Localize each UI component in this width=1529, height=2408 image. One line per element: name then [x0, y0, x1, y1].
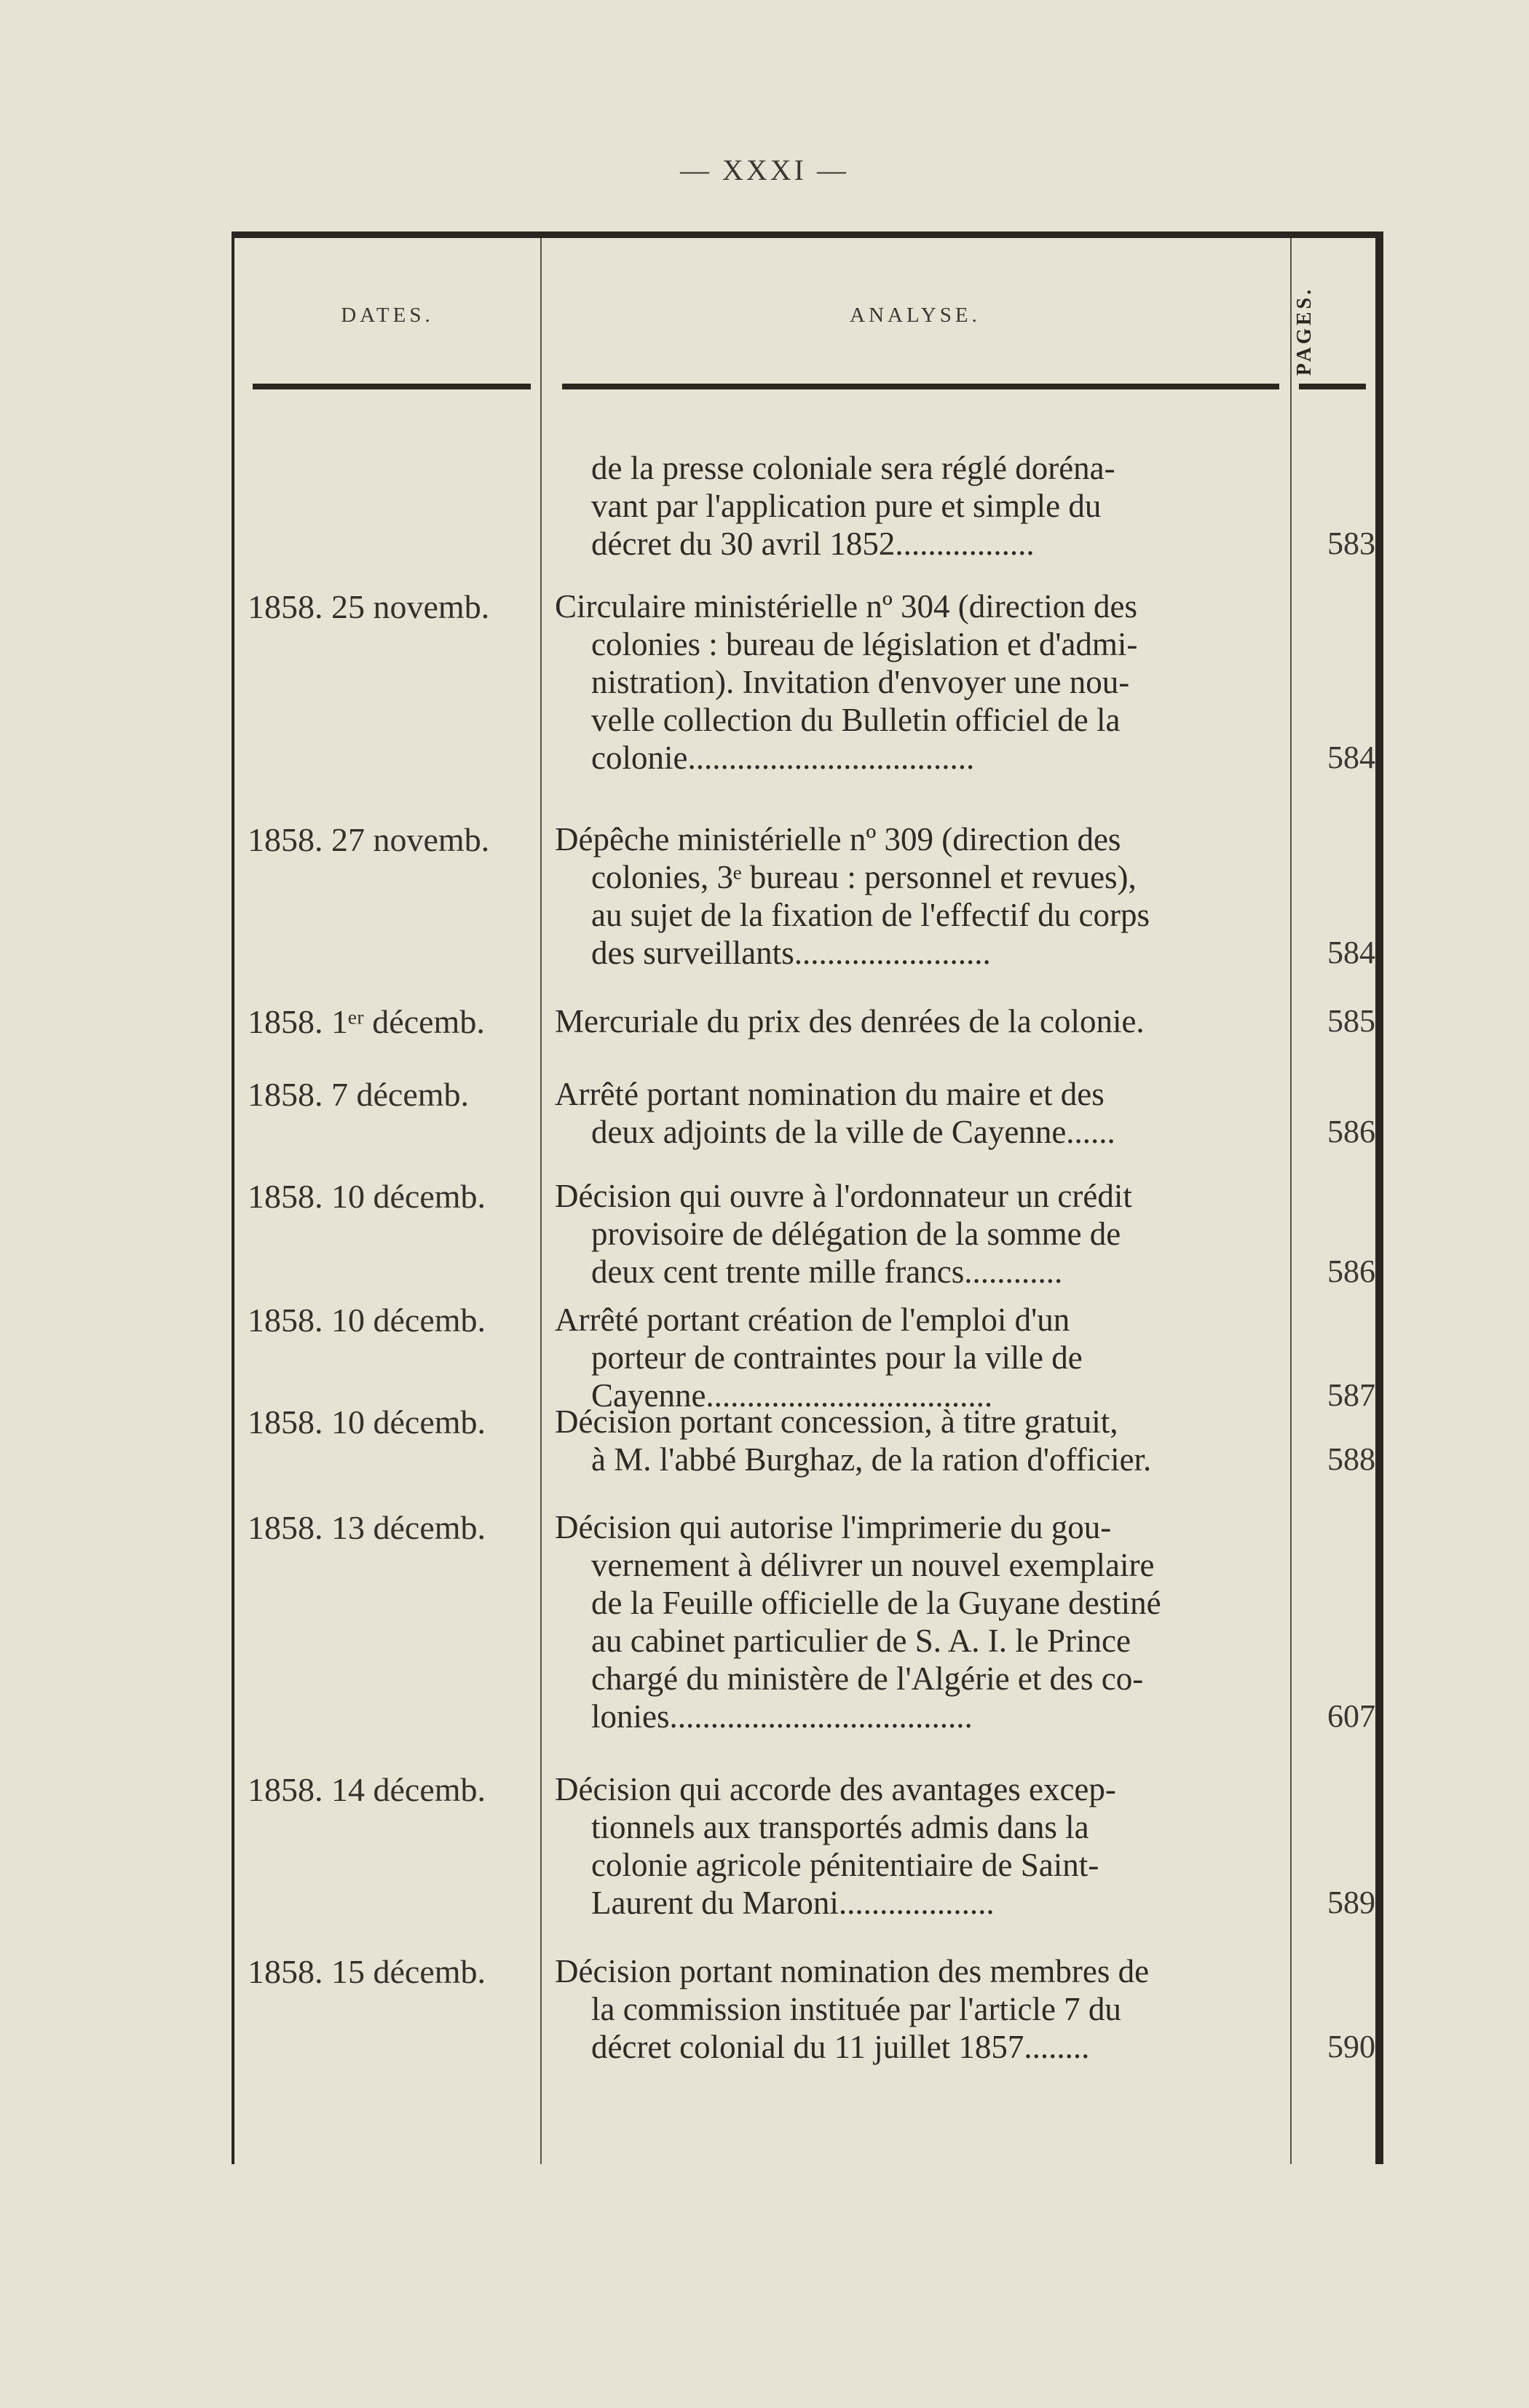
analysis-line: tionnels aux transportés admis dans la: [591, 1809, 1089, 1845]
analysis-line: colonie...................................: [591, 740, 975, 776]
header-rule-dates: [253, 384, 531, 389]
header-analyse: ANALYSE.: [850, 304, 981, 327]
entry-page: 584: [1327, 935, 1375, 970]
analysis-line: à M. l'abbé Burghaz, de la ration d'officier.: [591, 1441, 1152, 1478]
header-rule-analyse: [562, 384, 1279, 389]
analysis-line: Laurent du Maroni...................: [591, 1885, 995, 1921]
entry-page: 588: [1327, 1441, 1375, 1477]
analysis-line: vant par l'application pure et simple du: [591, 488, 1102, 524]
entry-date: 1858. 14 décemb.: [248, 1771, 486, 1808]
analysis-line: lonies.....................................: [591, 1698, 973, 1735]
analysis-line: Cayenne...................................: [591, 1377, 993, 1414]
entry-date: 1858. 10 décemb.: [248, 1178, 486, 1215]
entry-date: 1858. 10 décemb.: [248, 1403, 486, 1441]
entry-page: 589: [1327, 1885, 1375, 1920]
analysis-line: chargé du ministère de l'Algérie et des co-: [591, 1660, 1144, 1697]
analysis-line: Décision qui autorise l'imprimerie du gou-: [555, 1509, 1112, 1545]
analysis-line: colonies : bureau de législation et d'admi-: [591, 626, 1138, 662]
header-dates: DATES.: [341, 304, 434, 327]
index-table: [232, 231, 1383, 2164]
entry-page: 607: [1327, 1698, 1375, 1734]
analysis-line: de la Feuille officielle de la Guyane destiné: [591, 1585, 1161, 1621]
entry-page: 587: [1327, 1377, 1375, 1413]
entry-date: 1858. 10 décemb.: [248, 1302, 486, 1339]
entry-date: 1858. 13 décemb.: [248, 1509, 486, 1546]
analysis-line: provisoire de délégation de la somme de: [591, 1216, 1121, 1252]
column-divider-dates: [540, 238, 542, 2164]
analysis-line: Arrêté portant nomination du maire et des: [555, 1076, 1105, 1112]
entry-date: 1858. 7 décemb.: [248, 1076, 470, 1113]
analysis-line: vernement à délivrer un nouvel exemplaire: [591, 1547, 1155, 1583]
entry-page: 586: [1327, 1114, 1375, 1149]
entry-page: 584: [1327, 740, 1375, 775]
analysis-line: décret colonial du 11 juillet 1857........: [591, 2029, 1090, 2065]
analysis-line: deux adjoints de la ville de Cayenne......: [591, 1114, 1115, 1150]
analysis-line: Décision portant concession, à titre gratuit,: [555, 1403, 1118, 1440]
analysis-line: Décision qui accorde des avantages excep-: [555, 1771, 1116, 1807]
analysis-line: colonie agricole pénitentiaire de Saint-: [591, 1847, 1099, 1883]
page-number: — XXXI —: [680, 154, 849, 186]
analysis-line: nistration). Invitation d'envoyer une nou-: [591, 664, 1130, 700]
analysis-line: colonies, 3ᵉ bureau : personnel et revues),: [591, 859, 1137, 895]
analysis-line: au sujet de la fixation de l'effectif du corps: [591, 897, 1150, 933]
entry-page: 590: [1327, 2029, 1375, 2064]
entry-page: 583: [1327, 526, 1375, 561]
entry-page: 586: [1327, 1253, 1375, 1289]
analysis-line: des surveillants........................: [591, 935, 991, 971]
analysis-line: décret du 30 avril 1852.................: [591, 526, 1035, 562]
analysis-line: Arrêté portant création de l'emploi d'un: [555, 1302, 1070, 1338]
analysis-line: velle collection du Bulletin officiel de la: [591, 702, 1121, 738]
analysis-line: Décision portant nomination des membres de: [555, 1953, 1150, 1989]
entry-date: 1858. 27 novemb.: [248, 821, 490, 858]
analysis-line: deux cent trente mille francs............: [591, 1253, 1063, 1290]
entry-date: 1858. 25 novemb.: [248, 588, 490, 625]
analysis-line: Dépêche ministérielle nº 309 (direction des: [555, 821, 1121, 858]
header-rule-pages: [1299, 384, 1366, 389]
entry-date: 1858. 1ᵉʳ décemb.: [248, 1003, 485, 1040]
analysis-line: la commission instituée par l'article 7 du: [591, 1991, 1121, 2027]
header-pages: PAGES.: [1293, 286, 1316, 376]
analysis-line: Circulaire ministérielle nº 304 (direction des: [555, 588, 1137, 625]
analysis-line: au cabinet particulier de S. A. I. le Prince: [591, 1623, 1131, 1659]
analysis-line: Décision qui ouvre à l'ordonnateur un crédit: [555, 1178, 1132, 1214]
entry-date: 1858. 15 décemb.: [248, 1953, 486, 1990]
analysis-line: de la presse coloniale sera réglé doréna-: [591, 450, 1115, 486]
analysis-line: porteur de contraintes pour la ville de: [591, 1339, 1083, 1376]
analysis-line: Mercuriale du prix des denrées de la colonie.: [555, 1003, 1145, 1039]
entry-page: 585: [1327, 1003, 1375, 1039]
